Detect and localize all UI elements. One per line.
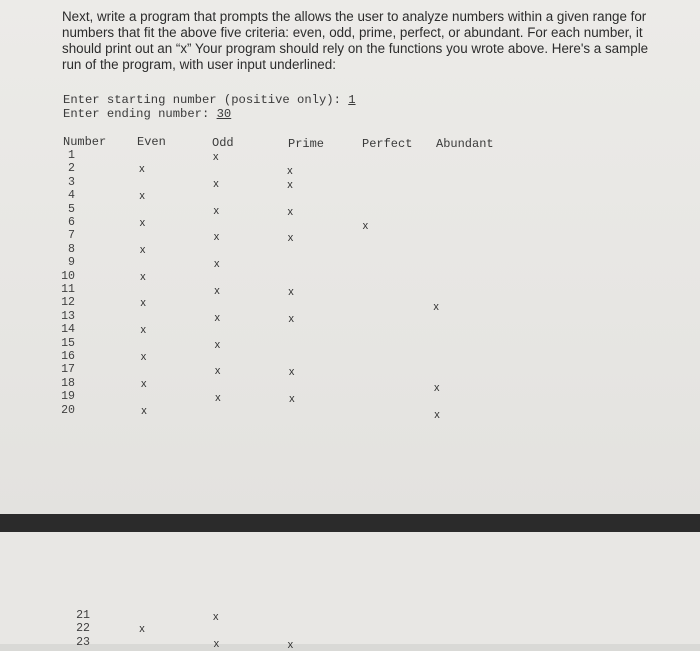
mark-odd-17: x — [214, 365, 221, 378]
row-number-21: 21 — [76, 609, 90, 622]
mark-abundant-12: x — [433, 301, 439, 314]
mark-prime-19: x — [289, 393, 295, 406]
mark-perfect-6: x — [362, 220, 369, 232]
mark-prime-2: x — [287, 165, 293, 178]
header-abundant: Abundant — [436, 137, 494, 151]
mark-prime-23: x — [287, 638, 294, 651]
end-input-value: 30 — [216, 107, 232, 121]
row-number-14: 14 — [61, 323, 75, 337]
mark-prime-3: x — [287, 178, 293, 191]
row-number-12: 12 — [61, 296, 75, 310]
instructions-paragraph: Next, write a program that prompts the allows the user to analyze numbers within a given range for numbers that fit the above five criteria: even, odd, prime, perfect, or abundant. For each number, it should print out an “x” Your program should rely on the functions you wrote above. Here's a sample run of the program, with user input underlined: — [62, 9, 649, 72]
mark-odd-11: x — [214, 285, 220, 297]
mark-prime-5: x — [287, 205, 293, 218]
start-prompt-line — [63, 93, 356, 107]
mark-prime-11: x — [288, 286, 294, 298]
row-number-18: 18 — [61, 376, 75, 390]
header-perfect: Perfect — [362, 137, 413, 151]
header-number: Number — [63, 135, 107, 149]
row-number-19: 19 — [61, 390, 75, 404]
mark-even-6: x — [139, 217, 146, 229]
start-input-value: 1 — [348, 93, 356, 107]
row-number-9: 9 — [68, 256, 75, 270]
row-number-16: 16 — [61, 350, 75, 363]
row-number-7: 7 — [68, 229, 75, 243]
header-odd: Odd — [212, 136, 234, 150]
header-even: Even — [137, 135, 166, 149]
mark-even-2: x — [139, 163, 145, 176]
row-number-4: 4 — [68, 189, 75, 203]
row-number-5: 5 — [68, 202, 75, 216]
header-prime: Prime — [288, 137, 325, 151]
row-number-10: 10 — [61, 269, 75, 283]
row-number-22: 22 — [76, 622, 90, 636]
row-number-17: 17 — [61, 363, 75, 377]
row-number-23: 23 — [76, 635, 90, 649]
row-number-20: 20 — [61, 403, 75, 417]
mark-even-10: x — [140, 270, 146, 283]
mark-odd-19: x — [215, 392, 221, 405]
row-number-3: 3 — [68, 175, 75, 189]
mark-abundant-20: x — [434, 408, 440, 421]
end-prompt: Enter ending number: — [63, 107, 217, 121]
mark-abundant-18: x — [434, 381, 440, 394]
mark-odd-3: x — [213, 177, 219, 190]
mark-odd-1: x — [213, 151, 219, 163]
row-number-11: 11 — [61, 283, 75, 296]
mark-even-20: x — [141, 404, 147, 417]
row-number-6: 6 — [68, 216, 75, 229]
row-number-13: 13 — [61, 309, 75, 323]
mark-odd-21: x — [213, 611, 219, 623]
end-prompt-line — [63, 107, 231, 121]
mark-odd-7: x — [213, 231, 220, 244]
mark-prime-17: x — [288, 366, 295, 379]
mark-odd-15: x — [214, 338, 221, 351]
start-prompt: Enter starting number (positive only): — [63, 93, 349, 107]
row-number-15: 15 — [61, 336, 75, 350]
mark-even-4: x — [139, 190, 145, 203]
mark-even-22: x — [139, 623, 145, 636]
mark-prime-7: x — [287, 232, 294, 245]
mark-prime-13: x — [288, 312, 294, 325]
mark-even-14: x — [140, 324, 147, 337]
mark-even-8: x — [139, 243, 146, 256]
mark-even-12: x — [140, 297, 146, 310]
row-number-8: 8 — [68, 242, 75, 256]
page-lower — [0, 532, 700, 644]
mark-odd-5: x — [213, 204, 219, 217]
row-number-1: 1 — [68, 149, 75, 162]
row-number-2: 2 — [68, 162, 75, 176]
mark-odd-9: x — [213, 258, 220, 271]
mark-odd-13: x — [214, 311, 220, 324]
mark-even-16: x — [140, 351, 147, 363]
mark-even-18: x — [141, 377, 147, 390]
page-divider — [0, 514, 700, 532]
mark-odd-23: x — [213, 637, 220, 650]
